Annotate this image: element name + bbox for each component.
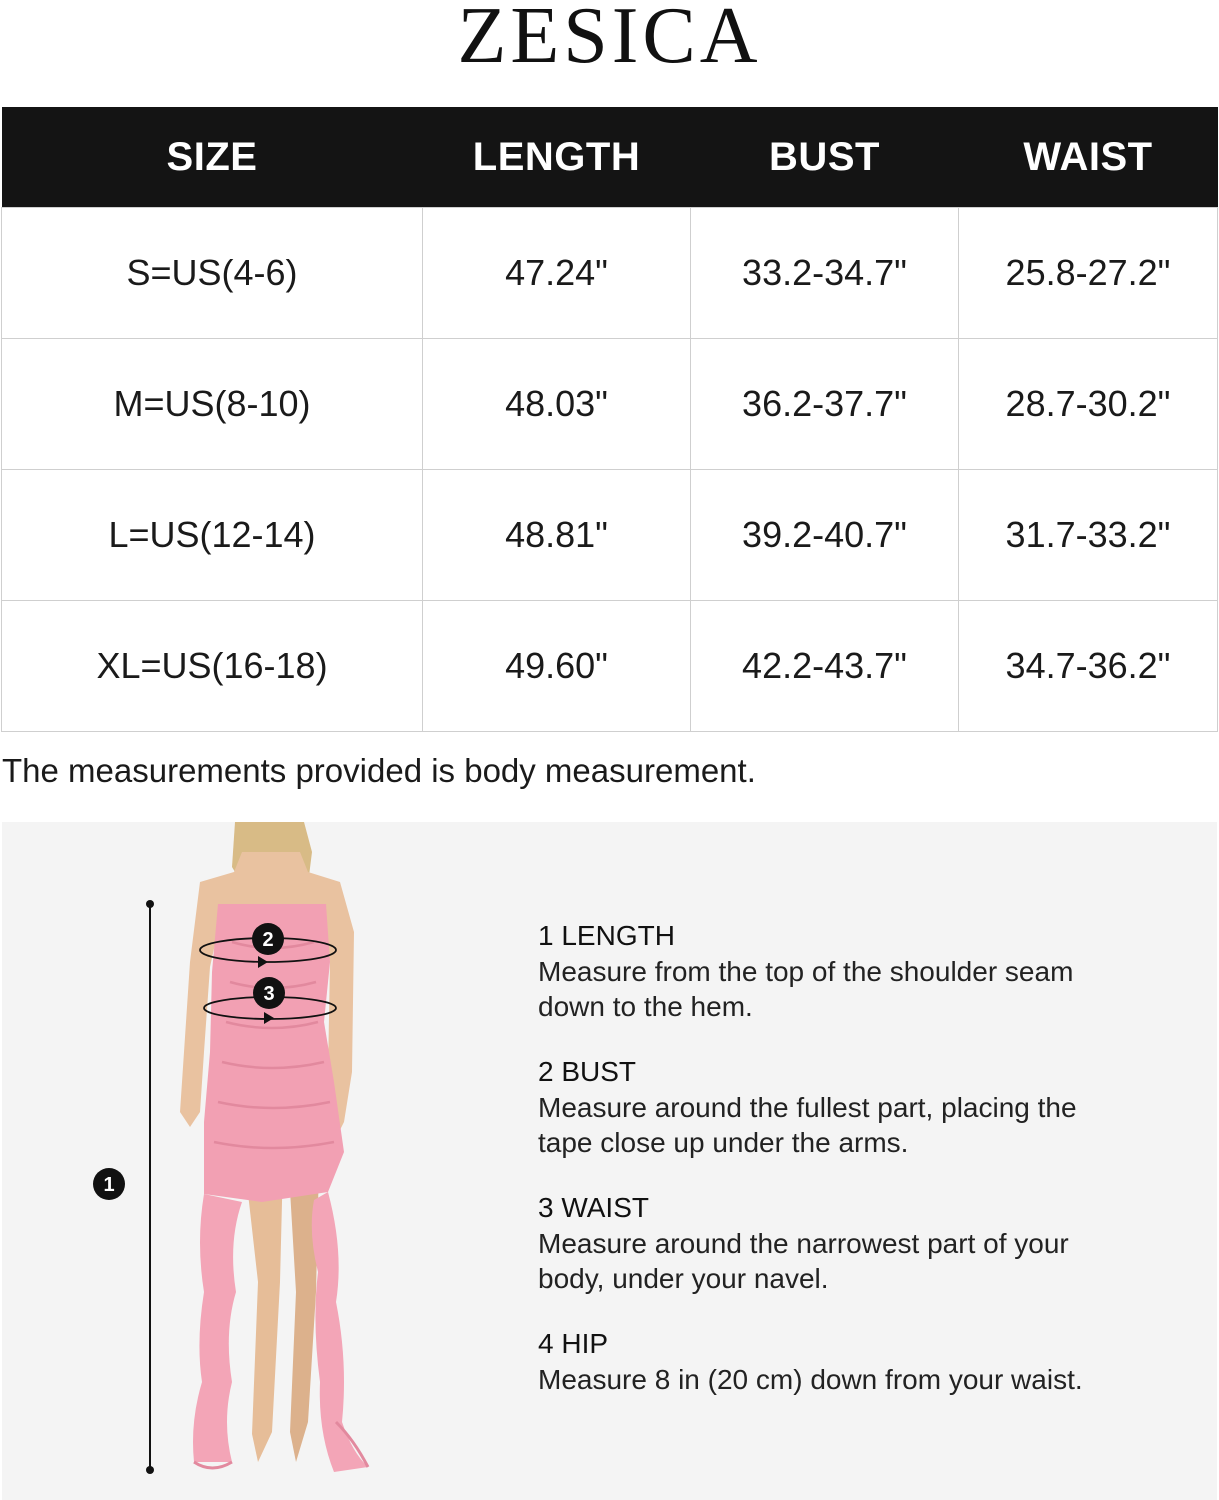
marker-length-badge <box>93 1168 125 1200</box>
instruction-title: 4 HIP <box>538 1328 609 1359</box>
instruction-title: 2 BUST <box>538 1056 637 1087</box>
table-row <box>2 601 1218 732</box>
cell-waist: 25.8-27.2" <box>959 208 1218 339</box>
instruction-hip <box>538 1326 1178 1397</box>
cell-length: 48.81" <box>423 470 691 601</box>
marker-bust-label: 2 <box>262 929 274 951</box>
table-row <box>2 339 1218 470</box>
cell-bust: 42.2-43.7" <box>691 601 959 732</box>
instruction-length <box>538 918 1178 1024</box>
table-row <box>2 470 1218 601</box>
header-bust: BUST <box>691 107 959 208</box>
instruction-waist <box>538 1190 1178 1296</box>
instruction-description: Measure around the fullest part, placing the tape close up under the arms. <box>538 1092 1077 1158</box>
cell-waist: 28.7-30.2" <box>959 339 1218 470</box>
cell-size: L=US(12-14) <box>2 470 423 601</box>
size-chart-table <box>1 107 1218 732</box>
cell-size: S=US(4-6) <box>2 208 423 339</box>
cell-bust: 36.2-37.7" <box>691 339 959 470</box>
marker-bust-badge <box>252 923 284 955</box>
cell-length: 48.03" <box>423 339 691 470</box>
cell-waist: 34.7-36.2" <box>959 601 1218 732</box>
instruction-description: Measure around the narrowest part of your body, under your navel. <box>538 1228 1069 1294</box>
marker-waist-label: 3 <box>263 983 275 1005</box>
measurement-guide-panel <box>2 822 1217 1500</box>
marker-waist-badge <box>253 977 285 1009</box>
cell-length: 47.24" <box>423 208 691 339</box>
header-length: LENGTH <box>423 107 691 208</box>
header-size: SIZE <box>2 107 423 208</box>
model-figure-illustration <box>72 822 402 1500</box>
instruction-description: Measure from the top of the shoulder seam down to the hem. <box>538 956 1074 1022</box>
cell-size: M=US(8-10) <box>2 339 423 470</box>
cell-bust: 39.2-40.7" <box>691 470 959 601</box>
cell-length: 49.60" <box>423 601 691 732</box>
cell-size: XL=US(16-18) <box>2 601 423 732</box>
header-waist: WAIST <box>959 107 1218 208</box>
brand-logo: ZESICA <box>457 0 762 72</box>
table-row <box>2 208 1218 339</box>
measurement-note: The measurements provided is body measurement. <box>2 752 756 789</box>
instruction-title: 1 LENGTH <box>538 920 675 951</box>
instruction-title: 3 WAIST <box>538 1192 649 1223</box>
instruction-bust <box>538 1054 1178 1160</box>
instruction-description: Measure 8 in (20 cm) down from your waist. <box>538 1364 1083 1395</box>
cell-bust: 33.2-34.7" <box>691 208 959 339</box>
measurement-instructions <box>538 918 1178 1427</box>
marker-length-label: 1 <box>103 1174 115 1196</box>
table-header-row <box>2 107 1218 208</box>
cell-waist: 31.7-33.2" <box>959 470 1218 601</box>
